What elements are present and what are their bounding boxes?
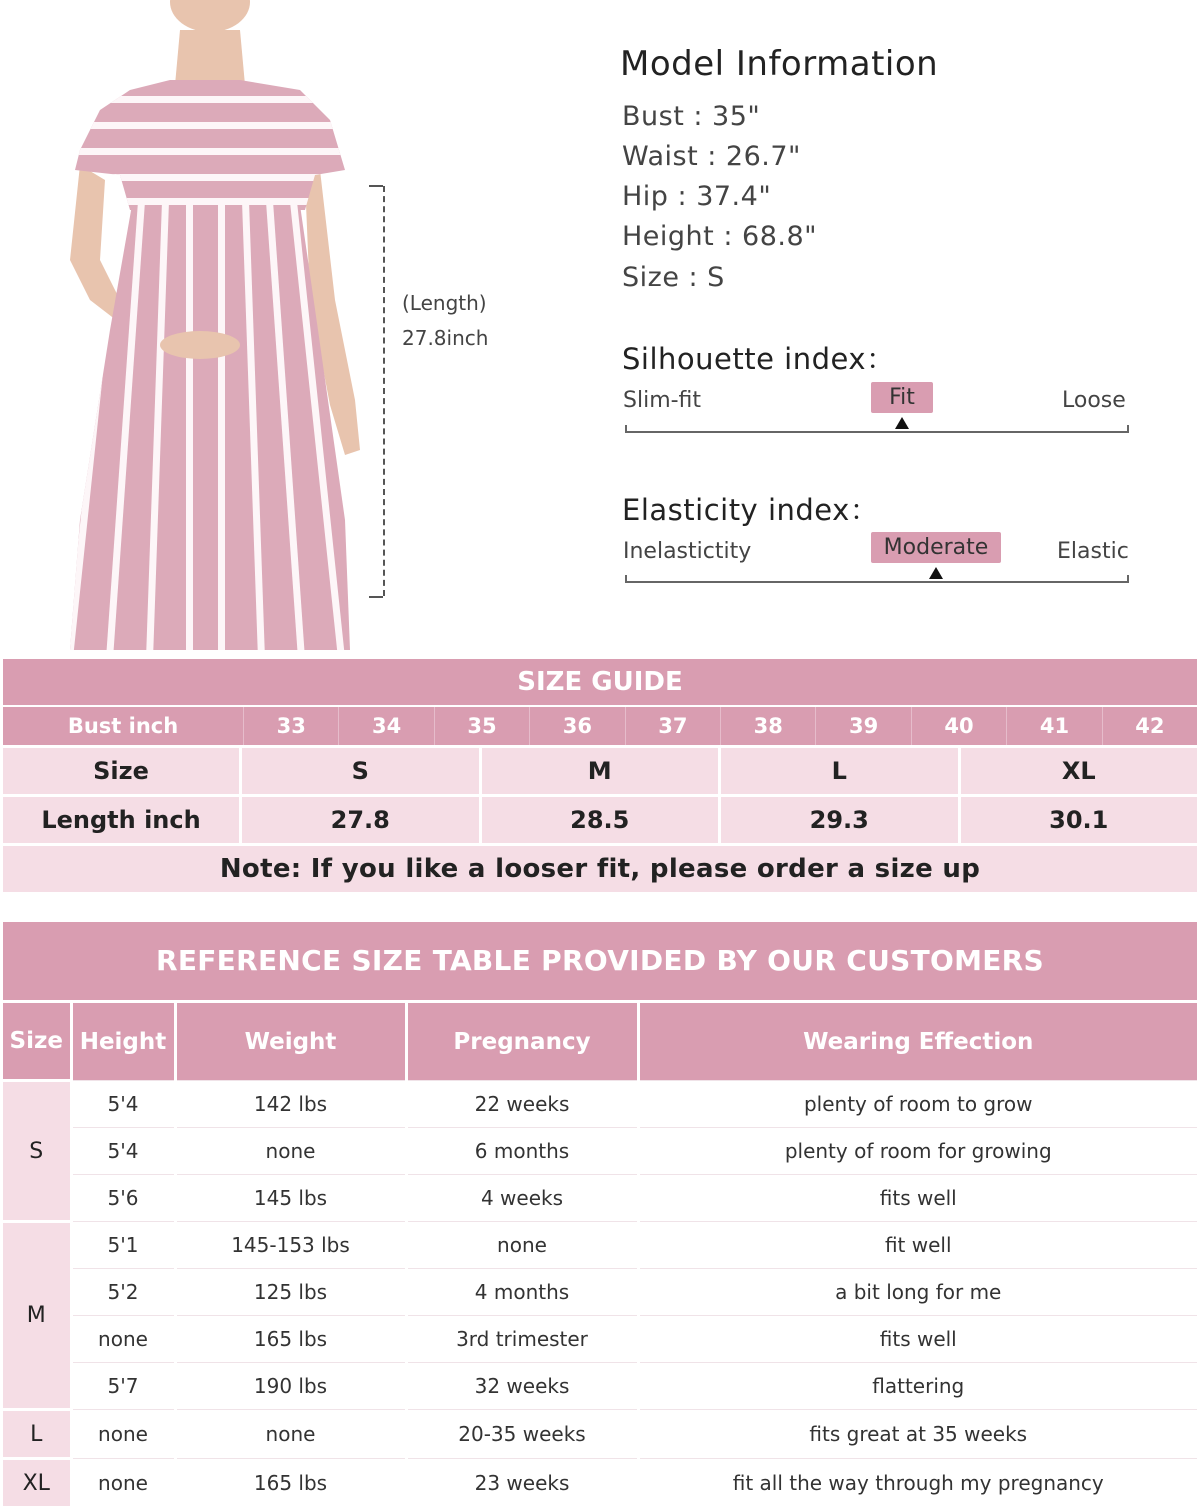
bust-value: 37 (625, 707, 720, 745)
pregnancy-cell: 3rd trimester (406, 1316, 638, 1363)
height-cell: 5'6 (71, 1175, 175, 1222)
height-cell: 5'7 (71, 1363, 175, 1410)
weight-cell: 165 lbs (175, 1316, 406, 1363)
height-cell: 5'1 (71, 1222, 175, 1269)
weight-cell: 142 lbs (175, 1081, 406, 1128)
length-label: (Length) (402, 291, 487, 315)
size-note: Note: If you like a looser fit, please order a size up (3, 843, 1197, 892)
table-row (3, 1316, 1197, 1363)
model-bust: Bust : 35" (622, 101, 760, 132)
size-row (3, 745, 1197, 794)
length-row (3, 794, 1197, 843)
silhouette-right-label: Loose (1062, 388, 1126, 413)
column-header: Weight (175, 1002, 406, 1081)
bust-value: 33 (243, 707, 338, 745)
bust-value: 36 (529, 707, 624, 745)
pregnancy-cell: 23 weeks (406, 1459, 638, 1506)
model-hip: Hip : 37.4" (622, 181, 771, 212)
dress-photo (60, 0, 370, 660)
elasticity-title: Elasticity index： (622, 488, 879, 529)
bust-value: 42 (1102, 707, 1197, 745)
effect-cell: plenty of room for growing (638, 1128, 1197, 1175)
column-header: Height (71, 1002, 175, 1081)
reference-table (3, 922, 1197, 1506)
size-cell: M (479, 748, 719, 794)
measure-bottom-cap (369, 596, 383, 598)
size-group-label: XL (3, 1459, 71, 1506)
effect-cell: fits well (638, 1316, 1197, 1363)
height-cell: none (71, 1459, 175, 1506)
weight-cell: 145 lbs (175, 1175, 406, 1222)
table-row (3, 1269, 1197, 1316)
pregnancy-cell: 22 weeks (406, 1081, 638, 1128)
bust-value: 35 (434, 707, 529, 745)
size-guide-table (3, 659, 1197, 892)
silhouette-scale (625, 425, 1129, 433)
model-size: Size : S (622, 262, 725, 293)
height-cell: none (71, 1410, 175, 1459)
weight-cell: none (175, 1128, 406, 1175)
bust-value: 41 (1006, 707, 1101, 745)
length-cell: 30.1 (958, 797, 1198, 843)
weight-cell: 145-153 lbs (175, 1222, 406, 1269)
bust-label: Bust inch (3, 707, 243, 745)
model-height: Height : 68.8" (622, 221, 817, 252)
table-row (3, 1410, 1197, 1459)
pregnancy-cell: 20-35 weeks (406, 1410, 638, 1459)
size-group-label: M (3, 1222, 71, 1410)
height-cell: 5'4 (71, 1128, 175, 1175)
bust-row (3, 705, 1197, 745)
reference-grid (3, 1000, 1197, 1506)
size-guide-title: SIZE GUIDE (3, 659, 1197, 705)
bust-value: 34 (338, 707, 433, 745)
elasticity-right-label: Elastic (1057, 539, 1129, 564)
elasticity-scale (625, 575, 1129, 583)
model-waist: Waist : 26.7" (622, 141, 801, 172)
effect-cell: fits great at 35 weeks (638, 1410, 1197, 1459)
reference-header-row (3, 1002, 1197, 1081)
size-label: Size (3, 748, 239, 794)
table-row (3, 1363, 1197, 1410)
elasticity-left-label: Inelastictity (623, 539, 751, 564)
effect-cell: fit all the way through my pregnancy (638, 1459, 1197, 1506)
bust-value: 39 (815, 707, 910, 745)
size-group-label: S (3, 1081, 71, 1222)
weight-cell: 125 lbs (175, 1269, 406, 1316)
size-cell: S (239, 748, 479, 794)
silhouette-selected-badge: Fit (871, 382, 933, 413)
effect-cell: fit well (638, 1222, 1197, 1269)
table-row (3, 1222, 1197, 1269)
pregnancy-cell: none (406, 1222, 638, 1269)
pregnancy-cell: 4 months (406, 1269, 638, 1316)
height-cell: 5'4 (71, 1081, 175, 1128)
bust-value: 38 (720, 707, 815, 745)
length-cell: 27.8 (239, 797, 479, 843)
effect-cell: a bit long for me (638, 1269, 1197, 1316)
model-info-title: Model Information (620, 44, 938, 84)
column-header: Wearing Effection (638, 1002, 1197, 1081)
pregnancy-cell: 6 months (406, 1128, 638, 1175)
silhouette-left-label: Slim-fit (623, 388, 701, 413)
column-header: Pregnancy (406, 1002, 638, 1081)
effect-cell: fits well (638, 1175, 1197, 1222)
size-cell: XL (958, 748, 1198, 794)
length-cell: 28.5 (479, 797, 719, 843)
weight-cell: 190 lbs (175, 1363, 406, 1410)
height-cell: none (71, 1316, 175, 1363)
elasticity-selected-badge: Moderate (871, 532, 1001, 563)
length-measure-line (383, 186, 385, 596)
silhouette-title: Silhouette index： (622, 337, 896, 378)
table-row (3, 1459, 1197, 1506)
table-row (3, 1081, 1197, 1128)
table-row (3, 1128, 1197, 1175)
size-group-label: L (3, 1410, 71, 1459)
weight-cell: 165 lbs (175, 1459, 406, 1506)
length-label: Length inch (3, 797, 239, 843)
column-header: Size (3, 1002, 71, 1081)
measure-top-cap (369, 185, 383, 187)
length-value: 27.8inch (402, 326, 488, 350)
bust-value: 40 (911, 707, 1006, 745)
height-cell: 5'2 (71, 1269, 175, 1316)
pregnancy-cell: 4 weeks (406, 1175, 638, 1222)
effect-cell: flattering (638, 1363, 1197, 1410)
effect-cell: plenty of room to grow (638, 1081, 1197, 1128)
reference-title: REFERENCE SIZE TABLE PROVIDED BY OUR CUSTOMERS (3, 922, 1197, 1000)
length-cell: 29.3 (718, 797, 958, 843)
table-row (3, 1175, 1197, 1222)
size-cell: L (718, 748, 958, 794)
weight-cell: none (175, 1410, 406, 1459)
pregnancy-cell: 32 weeks (406, 1363, 638, 1410)
